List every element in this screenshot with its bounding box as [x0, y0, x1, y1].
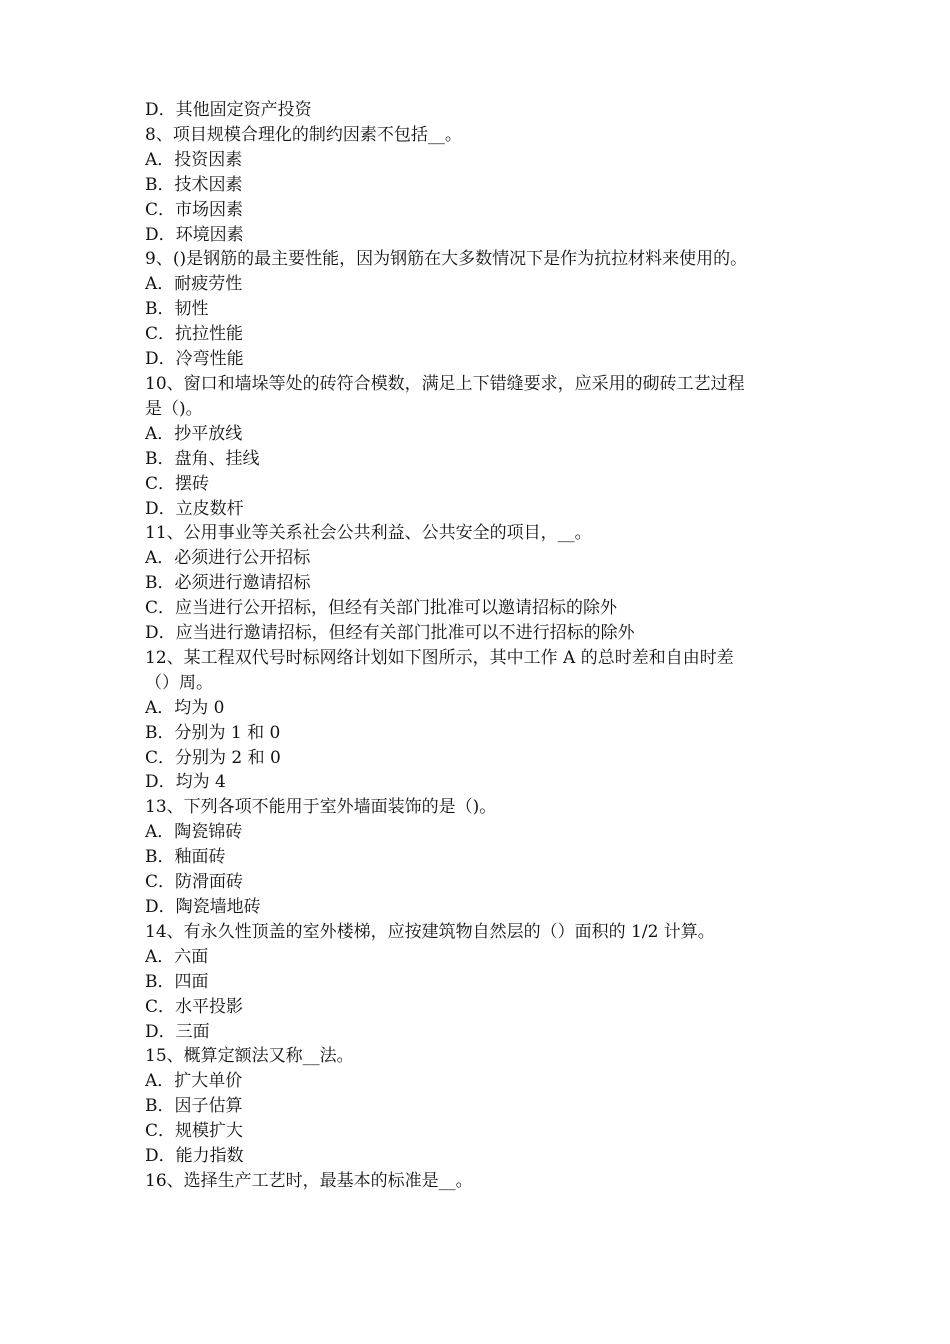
option-line: C．水平投影 [145, 996, 244, 1017]
option-line: D．立皮数杆 [145, 498, 244, 519]
option-line: C．分别为 2 和 0 [145, 747, 281, 768]
option-line: C．市场因素 [145, 199, 244, 220]
option-line: C．防滑面砖 [145, 872, 244, 893]
option-line: D．均为 4 [145, 772, 226, 793]
option-line: D．应当进行邀请招标，但经有关部门批准可以不进行招标的除外 [145, 623, 635, 644]
option-line: D．陶瓷墙地砖 [145, 897, 261, 917]
option-line: D．冷弯性能 [145, 349, 244, 370]
option-line: B．釉面砖 [145, 847, 226, 868]
option-line: A．耐疲劳性 [145, 274, 243, 295]
exam-questions-text [145, 98, 815, 1194]
option-line: A．投资因素 [145, 149, 243, 170]
question-line: 16、选择生产工艺时，最基本的标准是__。 [145, 1170, 473, 1191]
option-line: A．必须进行公开招标 [145, 548, 311, 569]
option-line: B．韧性 [145, 299, 209, 320]
option-line: D．三面 [145, 1021, 210, 1042]
option-line: D．能力指数 [145, 1146, 244, 1167]
question-line: 14、有永久性顶盖的室外楼梯，应按建筑物自然层的（）面积的 1/2 计算。 [145, 921, 715, 942]
option-line: A．均为 0 [145, 697, 225, 718]
question-line: 8、项目规模合理化的制约因素不包括__。 [145, 124, 462, 145]
question-line: 11、公用事业等关系社会公共利益、公共安全的项目，__。 [145, 523, 592, 544]
option-line: A．陶瓷锦砖 [145, 822, 243, 843]
option-line: A．抄平放线 [145, 423, 243, 444]
option-line: A．扩大单价 [145, 1071, 243, 1092]
option-line: C．抗拉性能 [145, 324, 244, 345]
question-line: 15、概算定额法又称__法。 [145, 1046, 354, 1067]
option-line: D．其他固定资产投资 [145, 100, 312, 120]
question-line: 12、某工程双代号时标网络计划如下图所示，其中工作 A 的总时差和自由时差 [145, 647, 734, 668]
question-line-continued: （）周。 [145, 672, 213, 693]
option-line: C．应当进行公开招标，但经有关部门批准可以邀请招标的除外 [145, 598, 618, 619]
option-line: C．摆砖 [145, 473, 210, 494]
option-line: B．因子估算 [145, 1096, 243, 1117]
option-line: B．技术因素 [145, 174, 243, 195]
option-line: C．规模扩大 [145, 1121, 244, 1142]
option-line: D．环境因素 [145, 224, 244, 245]
option-line: B．分别为 1 和 0 [145, 722, 281, 743]
option-line: B．盘角、挂线 [145, 448, 260, 469]
question-line-continued: 是（)。 [145, 398, 203, 419]
option-line: B．四面 [145, 971, 209, 992]
option-line: B．必须进行邀请招标 [145, 573, 311, 594]
question-line: 10、窗口和墙垛等处的砖符合模数，满足上下错缝要求，应采用的砌砖工艺过程 [145, 373, 745, 394]
question-line: 13、下列各项不能用于室外墙面装饰的是（)。 [145, 797, 497, 818]
question-line: 9、()是钢筋的最主要性能，因为钢筋在大多数情况下是作为抗拉材料来使用的。 [145, 249, 748, 270]
option-line: A．六面 [145, 946, 209, 967]
